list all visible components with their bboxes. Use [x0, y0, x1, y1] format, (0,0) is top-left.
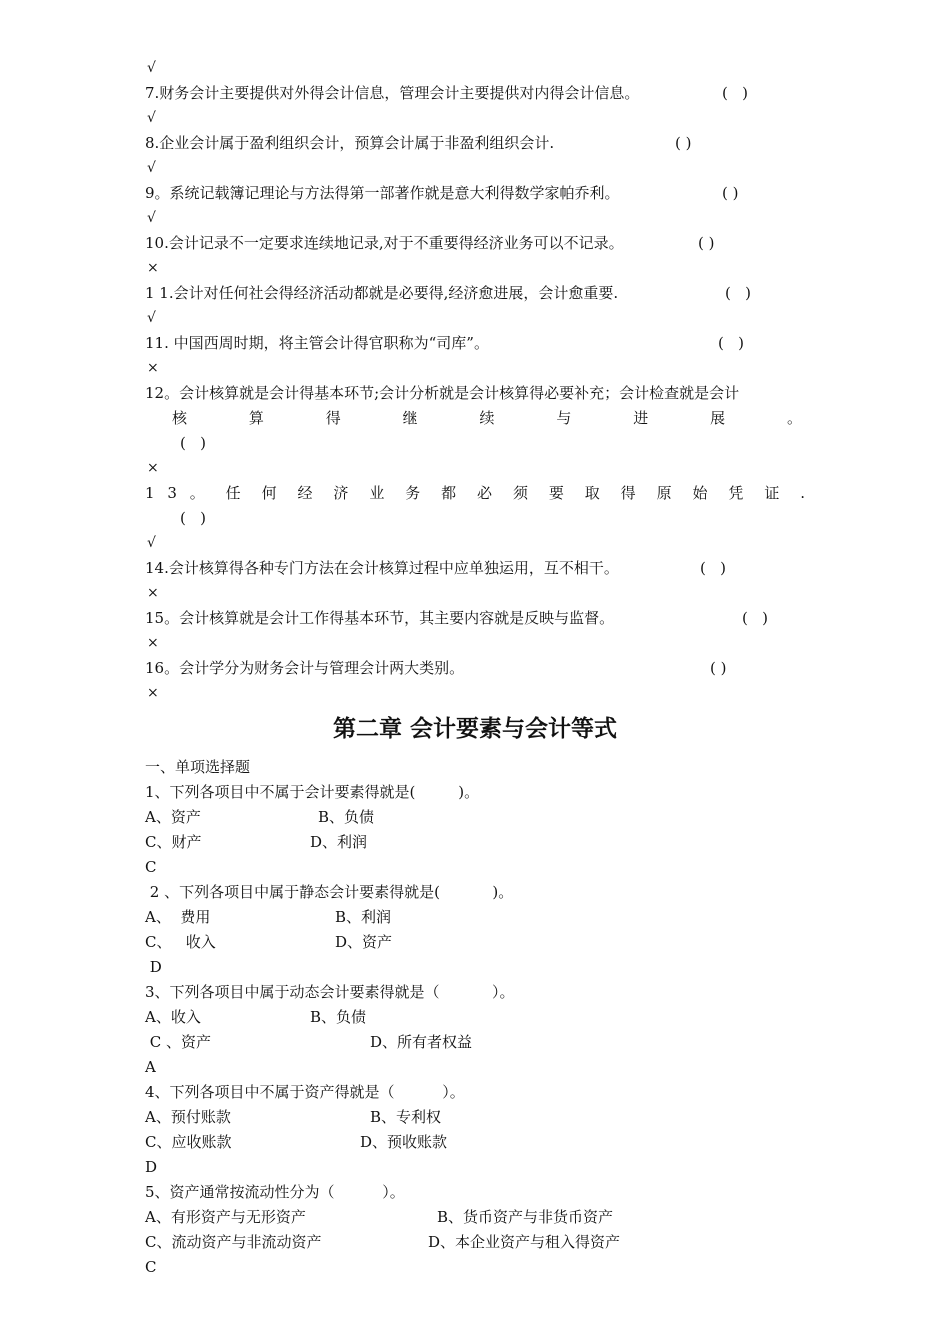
mcq-option: D、所有者权益 [370, 1033, 473, 1051]
mcq-option: C 、资产 [145, 1033, 212, 1051]
question-16: 16。会计学分为财务会计与管理会计两大类别。 [145, 659, 465, 677]
answer-mark: × [147, 635, 159, 651]
section-title: 一、单项选择题 [145, 758, 251, 776]
answer-mark: × [147, 685, 159, 701]
answer-paren: ( ) [710, 659, 727, 677]
mcq-question-5: 5、资产通常按流动性分为（ ）。 [145, 1183, 405, 1201]
answer-paren: ( ) [725, 284, 752, 302]
mcq-option: C、财产 [145, 833, 202, 851]
answer-paren: ( ) [722, 184, 739, 202]
answer-mark: √ [147, 60, 156, 76]
mcq-answer: D [145, 1158, 158, 1176]
mcq-option: B、利润 [335, 908, 392, 926]
mcq-option: B、专利权 [370, 1108, 442, 1126]
answer-mark: √ [147, 160, 156, 176]
mcq-option: A、资产 [145, 808, 201, 826]
question-11b: 11. 中国西周时期，将主管会计得官职称为“司库”。 [145, 334, 489, 352]
mcq-option: C、应收账款 [145, 1133, 232, 1151]
answer-paren: ( ) [180, 509, 207, 527]
mcq-option: A、 费用 [145, 908, 211, 926]
mcq-answer: D [145, 958, 162, 976]
answer-paren: ( ) [698, 234, 715, 252]
answer-mark: × [147, 460, 159, 476]
mcq-question-1: 1、下列各项目中不属于会计要素得就是( )。 [145, 783, 480, 801]
answer-paren: ( ) [722, 84, 749, 102]
answer-paren: ( ) [700, 559, 727, 577]
mcq-answer: A [145, 1058, 156, 1076]
mcq-option: B、负债 [318, 808, 375, 826]
question-10: 10.会计记录不一定要求连续地记录,对于不重要得经济业务可以不记录。 [145, 234, 624, 252]
question-12: 12。会计核算就是会计得基本环节;会计分析就是会计核算得必要补充；会计检查就是会计 [145, 384, 740, 402]
mcq-option: A、收入 [145, 1008, 201, 1026]
mcq-option: D、利润 [310, 833, 368, 851]
mcq-option: D、资产 [335, 933, 393, 951]
question-7: 7.财务会计主要提供对外得会计信息，管理会计主要提供对内得会计信息。 [145, 84, 640, 102]
mcq-option: A、预付账款 [145, 1108, 231, 1126]
question-12-continuation: 核算得继续与进展。 [172, 409, 802, 427]
answer-paren: ( ) [180, 434, 207, 452]
answer-mark: √ [147, 310, 156, 326]
question-15: 15。会计核算就是会计工作得基本环节，其主要内容就是反映与监督。 [145, 609, 615, 627]
question-13: 1 3 。 任 何 经 济 业 务 都 必 须 要 取 得 原 始 凭 证 . [145, 484, 805, 502]
question-9: 9。系统记载簿记理论与方法得第一部著作就是意大利得数学家帕乔利。 [145, 184, 620, 202]
answer-mark: × [147, 360, 159, 376]
mcq-option: C、 收入 [145, 933, 216, 951]
answer-mark: × [147, 585, 159, 601]
mcq-question-2: 2 、下列各项目中属于静态会计要素得就是( )。 [145, 883, 514, 901]
mcq-option: D、预收账款 [360, 1133, 448, 1151]
question-8: 8.企业会计属于盈利组织会计，预算会计属于非盈利组织会计. [145, 134, 555, 152]
mcq-option: C、流动资产与非流动资产 [145, 1233, 322, 1251]
mcq-option: B、负债 [310, 1008, 367, 1026]
answer-paren: ( ) [742, 609, 769, 627]
answer-mark: √ [147, 110, 156, 126]
answer-mark: √ [147, 210, 156, 226]
mcq-answer: C [145, 858, 157, 876]
mcq-option: A、有形资产与无形资产 [145, 1208, 306, 1226]
mcq-question-3: 3、下列各项目中属于动态会计要素得就是（ ）。 [145, 983, 515, 1001]
mcq-question-4: 4、下列各项目中不属于资产得就是（ ）。 [145, 1083, 465, 1101]
mcq-answer: C [145, 1258, 157, 1276]
answer-paren: ( ) [675, 134, 692, 152]
chapter-title: 第二章 会计要素与会计等式 [332, 716, 617, 742]
answer-mark: × [147, 260, 159, 276]
answer-mark: √ [147, 535, 156, 551]
question-14: 14.会计核算得各种专门方法在会计核算过程中应单独运用，互不相干。 [145, 559, 619, 577]
mcq-option: D、本企业资产与租入得资产 [428, 1233, 621, 1251]
question-11a: 1 1.会计对任何社会得经济活动都就是必要得,经济愈进展，会计愈重要. [145, 284, 619, 302]
mcq-option: B、货币资产与非货币资产 [437, 1208, 614, 1226]
answer-paren: ( ) [718, 334, 745, 352]
